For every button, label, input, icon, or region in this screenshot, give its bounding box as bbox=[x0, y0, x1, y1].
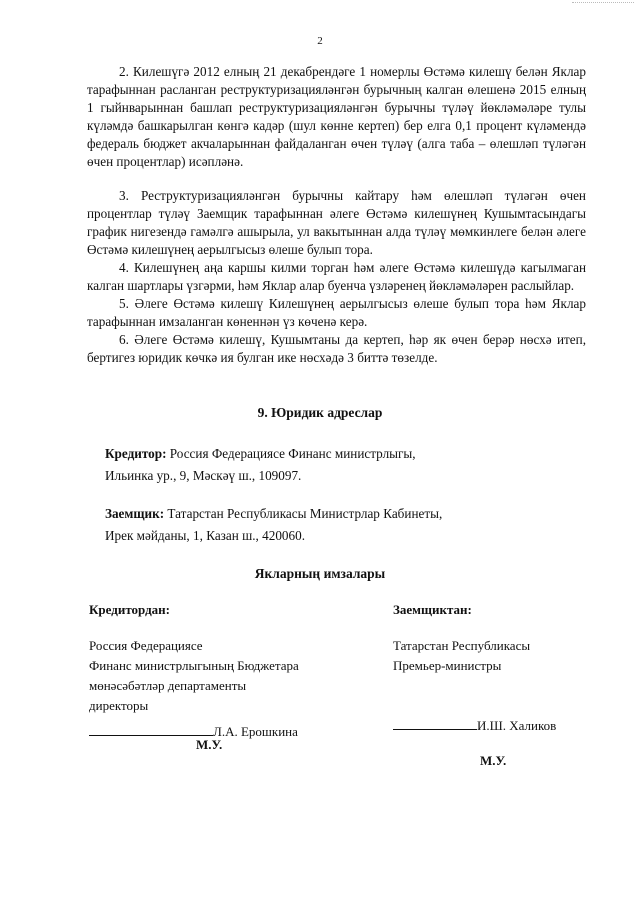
borrower-address: Ирек мәйданы, 1, Казан ш., 420060. bbox=[105, 528, 305, 543]
creditor-org-line: Россия Федерациясе bbox=[89, 638, 203, 653]
creditor-address: Ильинка ур., 9, Мәскәү ш., 109097. bbox=[105, 468, 302, 483]
borrower-signature-line bbox=[393, 716, 477, 730]
borrower-org-line: Премьер-министры bbox=[393, 658, 502, 673]
borrower-signature-title: Заемщиктан: bbox=[393, 602, 472, 617]
creditor-org-line: мөнәсәбәтләр департаменты bbox=[89, 678, 247, 693]
paragraph-6: 6. Әлеге Өстәмә килешү, Кушымтаны да кертеп, һәр як өчен берәр нөсхә итеп, бертигез юридик көчкә ия булган ике нөсхәдә 3 биттә төзелде. bbox=[87, 332, 586, 365]
paragraph-5: 5. Әлеге Өстәмә килешү Килешүнең аерылгысыз өлеше булып тора һәм Яклар тарафыннан имзаланган көненнән үз көченә керә. bbox=[87, 296, 586, 329]
creditor-signature-title: Кредитордан: bbox=[89, 602, 170, 617]
creditor-name: Россия Федерациясе Финанс министрлыгы, bbox=[169, 446, 416, 461]
paragraph-3: 3. Реструктуризацияләнгән бурычны кайтару һәм өлешләп түләгән өчен процентлар түләү Заемщик тарафыннан әлеге Өстәмә килешүнең Кушымтасындагы график нигезендә гамәлгә ашырыла, ул вакытыннан алда түләү мөмкинлеге белән әлеге Өстәмә килешүнең аерылгысыз өлеше булып тора. bbox=[87, 188, 586, 257]
creditor-signature-line bbox=[89, 722, 213, 736]
creditor-org-line: директоры bbox=[89, 698, 149, 713]
borrower-address-block bbox=[105, 503, 442, 547]
borrower-signatory: И.Ш. Халиков bbox=[477, 718, 557, 733]
borrower-label: Заемщик: bbox=[105, 506, 165, 521]
legal-addresses-heading: 9. Юридик адреслар bbox=[257, 405, 383, 420]
creditor-signature-block bbox=[89, 600, 299, 742]
paragraph-2: 2. Килешүгә 2012 елның 21 декабрендәге 1 номерлы Өстәмә килешү белән Яклар тарафыннан расланган реструктуризацияләнгән бурычның калган өлешенә 2015 елның 1 гыйнварыннан башлап реструктуризацияләнгән бурычны түләү йөкләмәләре тулы күләмдә башкарылган көнгә кадәр (шул көнне кертеп) бер елга 0,1 процент күләмендә федераль бюджет акчаларыннан файдаланган өчен түләү (алга таба – өлешләп түләгән өчен процентлар) исәпләнә. bbox=[87, 64, 586, 169]
borrower-signature-block bbox=[393, 600, 556, 736]
creditor-signatory: Л.А. Ерошкина bbox=[213, 724, 298, 739]
creditor-address-block bbox=[105, 443, 416, 487]
agreement-body bbox=[87, 63, 586, 367]
signatures-heading: Якларның имзалары bbox=[254, 566, 386, 581]
borrower-name: Татарстан Республикасы Министрлар Кабинеты, bbox=[167, 506, 443, 521]
creditor-seal-mark: М.У. bbox=[196, 737, 223, 752]
borrower-org-line: Татарстан Республикасы bbox=[393, 638, 531, 653]
creditor-label: Кредитор: bbox=[105, 446, 167, 461]
corner-scan-mark bbox=[572, 2, 634, 8]
paragraph-4: 4. Килешүнең аңа каршы килми торган һәм әлеге Өстәмә килешүдә кагылмаган калган шартлары үзгәрми, һәм Яклар алар буенча үзләренең йөкләмәләрен раслыйлар. bbox=[87, 260, 586, 293]
page-number: 2 bbox=[317, 35, 323, 47]
borrower-seal-mark: М.У. bbox=[480, 753, 507, 768]
creditor-org-line: Финанс министрлыгының Бюджетара bbox=[89, 658, 299, 673]
